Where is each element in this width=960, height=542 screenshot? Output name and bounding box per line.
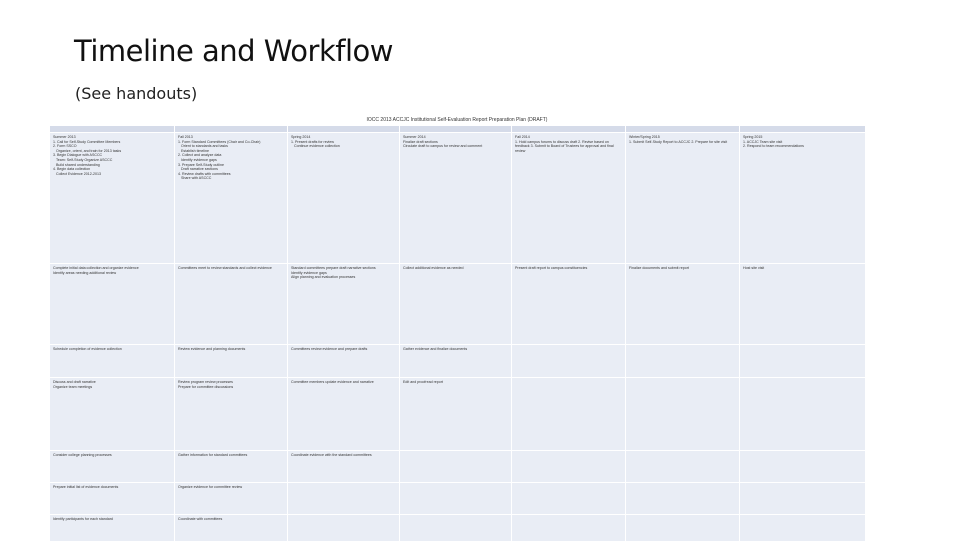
table-cell: Present draft report to campus constituencies (512, 264, 626, 345)
table-cell (626, 483, 740, 515)
table-cell: Fall 2013 1. Form Standard Committees (Chair and Co-Chair) Orient to standards and tasks Establish timeline 2. Collect and analyze data Identify evidence gaps 3. Prepare Self-Study outline Draft narrative sections 4. Review drafts with committees Share with ASCCC (175, 133, 288, 264)
table-header-cell (288, 126, 400, 133)
table-cell: Review evidence and planning documents (175, 345, 288, 378)
table-cell: Finalize documents and submit report (626, 264, 740, 345)
table-cell: Summer 2014 Finalize draft sections Circulate draft to campus for review and comment (400, 133, 512, 264)
table-row (50, 133, 866, 264)
table-cell (626, 378, 740, 451)
table-cell: Summer 2013 1. Call for Self-Study Committee Members 2. Form SSCO Organize, orient, and train for 2013 tasks 3. Begin Dialogue with ASCCC Team: Self-Study Organize ASCCC Build shared understanding 4. Begin data collection Collect Evidence 2012-2013 (50, 133, 175, 264)
table-cell: Gather evidence and finalize documents (400, 345, 512, 378)
table-cell: Coordinate evidence with the standard committees (288, 451, 400, 483)
table-cell (740, 483, 866, 515)
timeline-table-container (49, 116, 865, 521)
table-cell: Committees meet to review standards and collect evidence (175, 264, 288, 345)
table-cell: Complete initial data collection and organize evidence Identify areas needing additional review (50, 264, 175, 345)
table-header-cell (626, 126, 740, 133)
table-header-cell (400, 126, 512, 133)
table-cell: Fall 2014 1. Hold campus forums to discuss draft 2. Revise based on feedback 3. Submit to Board of Trustees for approval and final review (512, 133, 626, 264)
table-cell: Organize evidence for committee review (175, 483, 288, 515)
table-cell: Winter/Spring 2015 1. Submit Self-Study Report to ACCJC 2. Prepare for site visit (626, 133, 740, 264)
table-row (50, 345, 866, 378)
table-cell: Host site visit (740, 264, 866, 345)
table-cell (512, 345, 626, 378)
table-cell: Consider college planning processes (50, 451, 175, 483)
table-cell: Edit and proofread report (400, 378, 512, 451)
table-cell: Spring 2015 1. ACCJC Team site visit 2. Respond to team recommendations (740, 133, 866, 264)
table-cell: Standard committees prepare draft narrative sections Identify evidence gaps Align planning and evaluation processes (288, 264, 400, 345)
table-cell (400, 451, 512, 483)
table-cell: Identify participants for each standard (50, 515, 175, 542)
table-row (50, 515, 866, 542)
table-cell (512, 515, 626, 542)
table-cell: Committees review evidence and prepare drafts (288, 345, 400, 378)
slide-subtitle: (See handouts) (75, 84, 198, 103)
table-cell: Prepare initial list of evidence documents (50, 483, 175, 515)
table-header-cell (175, 126, 288, 133)
table-cell (512, 483, 626, 515)
table-cell (740, 515, 866, 542)
table-cell (288, 515, 400, 542)
table-cell (400, 515, 512, 542)
table-cell: Gather information for standard committees (175, 451, 288, 483)
table-cell: Coordinate with committees (175, 515, 288, 542)
table-cell: Collect additional evidence as needed (400, 264, 512, 345)
table-cell (740, 451, 866, 483)
table-header-cell (740, 126, 866, 133)
table-row (50, 264, 866, 345)
table-cell (626, 515, 740, 542)
table-cell (740, 345, 866, 378)
table-cell (626, 345, 740, 378)
table-cell (740, 378, 866, 451)
table-cell: Discuss and draft narrative Organize team meetings (50, 378, 175, 451)
table-header-row (50, 126, 866, 133)
table-row (50, 378, 866, 451)
table-cell (626, 451, 740, 483)
table-caption: IOCC 2013 ACCJC Institutional Self-Evaluation Report Preparation Plan (DRAFT) (49, 116, 865, 125)
table-cell (512, 378, 626, 451)
timeline-table (49, 125, 866, 542)
table-cell: Committee members update evidence and narrative (288, 378, 400, 451)
table-row (50, 483, 866, 515)
table-header-cell (512, 126, 626, 133)
table-cell: Spring 2014 1. Present drafts for review Continue evidence collection (288, 133, 400, 264)
table-cell (400, 483, 512, 515)
table-cell: Review program review processes Prepare for committee discussions (175, 378, 288, 451)
table-cell: Schedule completion of evidence collection (50, 345, 175, 378)
table-header-cell (50, 126, 175, 133)
table-cell (288, 483, 400, 515)
slide-title: Timeline and Workflow (74, 34, 393, 68)
table-cell (512, 451, 626, 483)
table-row (50, 451, 866, 483)
